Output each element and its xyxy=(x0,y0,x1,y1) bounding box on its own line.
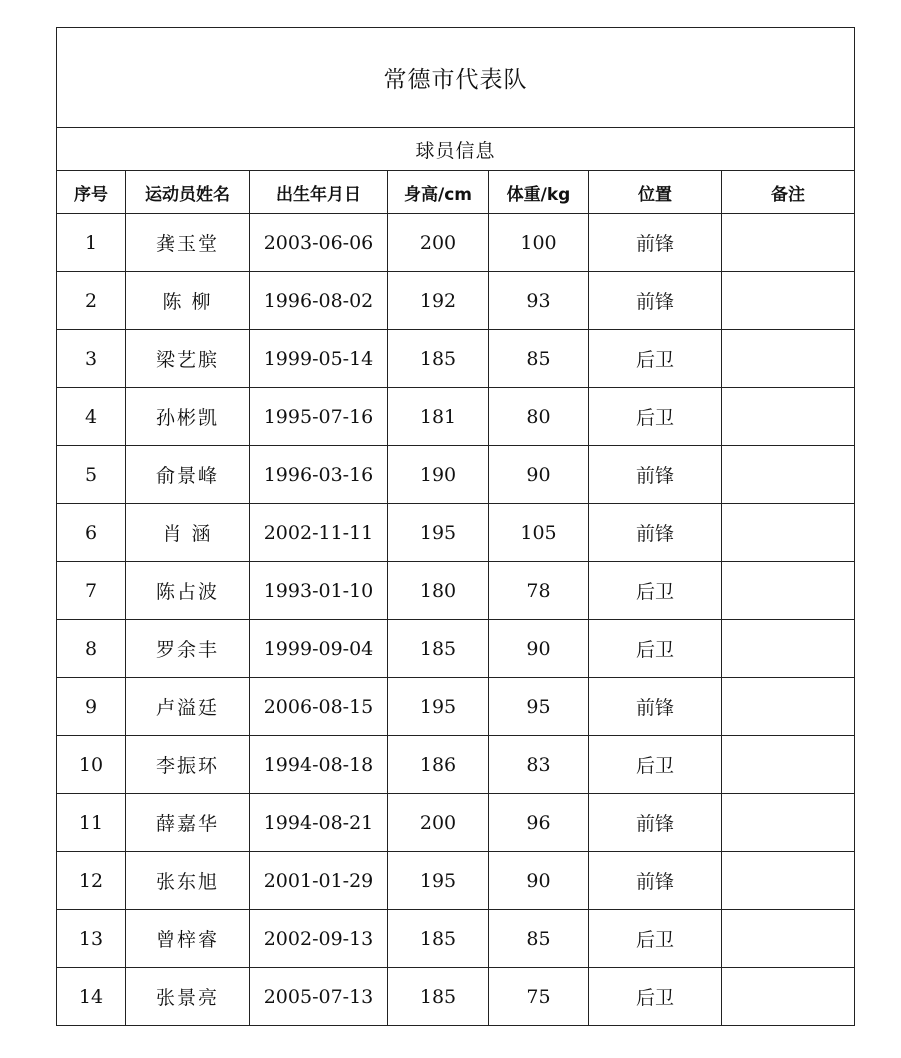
cell-index: 10 xyxy=(57,736,126,794)
cell-index: 6 xyxy=(57,504,126,562)
cell-position: 前锋 xyxy=(589,504,722,562)
cell-name: 俞景峰 xyxy=(126,446,250,504)
cell-height: 186 xyxy=(388,736,489,794)
cell-note xyxy=(722,852,855,910)
table-row xyxy=(57,852,855,910)
table-row xyxy=(57,446,855,504)
cell-height: 181 xyxy=(388,388,489,446)
cell-name: 薛嘉华 xyxy=(126,794,250,852)
cell-height: 185 xyxy=(388,620,489,678)
cell-note xyxy=(722,562,855,620)
table-row xyxy=(57,968,855,1026)
cell-weight: 83 xyxy=(489,736,589,794)
cell-position: 后卫 xyxy=(589,620,722,678)
cell-position: 后卫 xyxy=(589,736,722,794)
cell-name: 曾梓睿 xyxy=(126,910,250,968)
cell-height: 195 xyxy=(388,504,489,562)
cell-name: 肖 涵 xyxy=(126,504,250,562)
cell-name: 龚玉堂 xyxy=(126,214,250,272)
cell-position: 前锋 xyxy=(589,272,722,330)
cell-position: 后卫 xyxy=(589,330,722,388)
cell-weight: 78 xyxy=(489,562,589,620)
cell-birth: 2005-07-13 xyxy=(250,968,388,1026)
cell-weight: 105 xyxy=(489,504,589,562)
cell-birth: 1994-08-18 xyxy=(250,736,388,794)
cell-weight: 85 xyxy=(489,330,589,388)
cell-note xyxy=(722,330,855,388)
table-row xyxy=(57,214,855,272)
cell-weight: 90 xyxy=(489,620,589,678)
column-header-birth: 出生年月日 xyxy=(250,171,388,214)
cell-note xyxy=(722,678,855,736)
cell-height: 192 xyxy=(388,272,489,330)
cell-birth: 1996-03-16 xyxy=(250,446,388,504)
cell-name: 陈 柳 xyxy=(126,272,250,330)
cell-note xyxy=(722,446,855,504)
table-row xyxy=(57,794,855,852)
cell-index: 9 xyxy=(57,678,126,736)
cell-index: 8 xyxy=(57,620,126,678)
cell-birth: 2003-06-06 xyxy=(250,214,388,272)
cell-index: 4 xyxy=(57,388,126,446)
cell-birth: 1994-08-21 xyxy=(250,794,388,852)
cell-index: 1 xyxy=(57,214,126,272)
cell-weight: 100 xyxy=(489,214,589,272)
cell-name: 孙彬凯 xyxy=(126,388,250,446)
cell-position: 前锋 xyxy=(589,852,722,910)
cell-name: 张东旭 xyxy=(126,852,250,910)
cell-name: 李振环 xyxy=(126,736,250,794)
cell-weight: 80 xyxy=(489,388,589,446)
cell-weight: 96 xyxy=(489,794,589,852)
cell-position: 前锋 xyxy=(589,446,722,504)
cell-position: 后卫 xyxy=(589,562,722,620)
cell-weight: 90 xyxy=(489,852,589,910)
cell-note xyxy=(722,272,855,330)
cell-note xyxy=(722,620,855,678)
cell-weight: 93 xyxy=(489,272,589,330)
cell-index: 3 xyxy=(57,330,126,388)
cell-position: 后卫 xyxy=(589,968,722,1026)
table-row xyxy=(57,736,855,794)
cell-index: 12 xyxy=(57,852,126,910)
cell-height: 185 xyxy=(388,910,489,968)
table-row xyxy=(57,620,855,678)
cell-index: 14 xyxy=(57,968,126,1026)
cell-weight: 75 xyxy=(489,968,589,1026)
cell-position: 后卫 xyxy=(589,910,722,968)
cell-name: 卢溢廷 xyxy=(126,678,250,736)
column-header-name: 运动员姓名 xyxy=(126,171,250,214)
cell-height: 195 xyxy=(388,852,489,910)
cell-birth: 2002-11-11 xyxy=(250,504,388,562)
column-header-weight: 体重/kg xyxy=(489,171,589,214)
table-row xyxy=(57,388,855,446)
cell-note xyxy=(722,214,855,272)
cell-height: 200 xyxy=(388,794,489,852)
table-row xyxy=(57,562,855,620)
column-header-index: 序号 xyxy=(57,171,126,214)
cell-weight: 95 xyxy=(489,678,589,736)
cell-height: 185 xyxy=(388,968,489,1026)
column-header-position: 位置 xyxy=(589,171,722,214)
cell-height: 190 xyxy=(388,446,489,504)
cell-index: 7 xyxy=(57,562,126,620)
cell-birth: 2002-09-13 xyxy=(250,910,388,968)
cell-name: 张景亮 xyxy=(126,968,250,1026)
cell-birth: 1996-08-02 xyxy=(250,272,388,330)
cell-height: 195 xyxy=(388,678,489,736)
cell-index: 2 xyxy=(57,272,126,330)
cell-index: 13 xyxy=(57,910,126,968)
cell-birth: 1999-09-04 xyxy=(250,620,388,678)
table-row xyxy=(57,272,855,330)
table-row xyxy=(57,910,855,968)
cell-height: 200 xyxy=(388,214,489,272)
table-header-row xyxy=(57,171,855,214)
cell-note xyxy=(722,736,855,794)
player-info-table xyxy=(56,27,855,1026)
cell-note xyxy=(722,794,855,852)
cell-birth: 1993-01-10 xyxy=(250,562,388,620)
cell-position: 前锋 xyxy=(589,214,722,272)
cell-note xyxy=(722,968,855,1026)
column-header-height: 身高/cm xyxy=(388,171,489,214)
cell-birth: 2001-01-29 xyxy=(250,852,388,910)
cell-position: 后卫 xyxy=(589,388,722,446)
cell-birth: 1995-07-16 xyxy=(250,388,388,446)
cell-index: 5 xyxy=(57,446,126,504)
cell-index: 11 xyxy=(57,794,126,852)
table-row xyxy=(57,330,855,388)
cell-position: 前锋 xyxy=(589,794,722,852)
cell-name: 梁艺膑 xyxy=(126,330,250,388)
cell-note xyxy=(722,910,855,968)
table-body xyxy=(57,214,855,1026)
cell-weight: 85 xyxy=(489,910,589,968)
team-title: 常德市代表队 xyxy=(57,28,855,128)
cell-height: 185 xyxy=(388,330,489,388)
column-header-note: 备注 xyxy=(722,171,855,214)
cell-birth: 2006-08-15 xyxy=(250,678,388,736)
cell-weight: 90 xyxy=(489,446,589,504)
cell-name: 陈占波 xyxy=(126,562,250,620)
cell-height: 180 xyxy=(388,562,489,620)
section-subtitle: 球员信息 xyxy=(57,128,855,171)
cell-position: 前锋 xyxy=(589,678,722,736)
cell-note xyxy=(722,504,855,562)
cell-name: 罗余丰 xyxy=(126,620,250,678)
cell-birth: 1999-05-14 xyxy=(250,330,388,388)
cell-note xyxy=(722,388,855,446)
table-row xyxy=(57,504,855,562)
table-row xyxy=(57,678,855,736)
